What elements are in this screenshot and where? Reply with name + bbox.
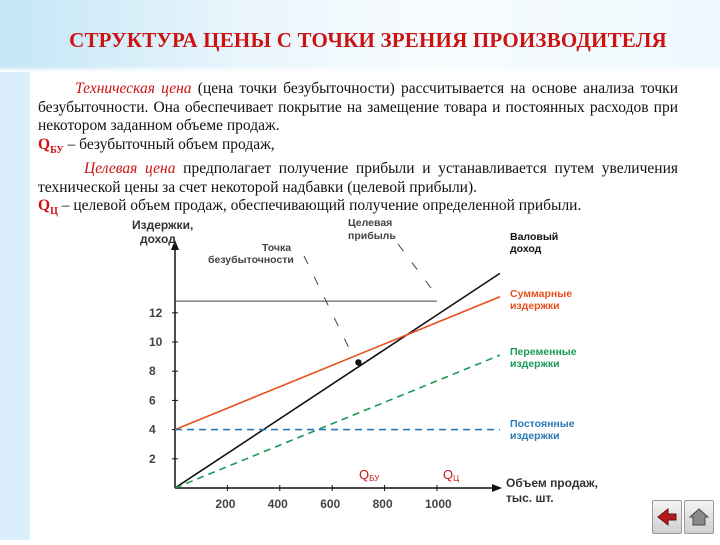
breakeven-label: безубыточности <box>208 254 294 266</box>
x-tick-label: 400 <box>267 497 288 511</box>
series-label: издержки <box>510 300 560 312</box>
series-label: доход <box>510 243 542 255</box>
chart-svg <box>0 212 720 540</box>
paragraph-q-breakeven-text: – безубыточный объем продаж, <box>63 135 275 153</box>
target-profit-label: прибыль <box>348 230 396 242</box>
q-subscript: БУ <box>50 144 64 156</box>
breakeven-label: Точка <box>262 242 292 254</box>
term-target-price: Целевая цена <box>84 160 176 178</box>
series-line <box>175 273 500 488</box>
paragraph-technical-price-text: (цена точки безубыточности) рассчитывается на основе анализа точки безубыточности. Она обеспечивает покрытие на замещение товара и постоянных расходов при некотором заданном объеме продаж. <box>38 80 679 134</box>
series-label: Валовый <box>510 231 559 243</box>
title-bar <box>0 0 720 72</box>
y-axis-label: Издержки, <box>132 218 194 232</box>
arrow-left-icon <box>656 507 678 527</box>
y-tick-label: 12 <box>149 305 163 320</box>
nav-buttons <box>652 500 714 534</box>
y-axis-label: доход <box>140 232 176 246</box>
paragraph-q-breakeven <box>38 136 678 161</box>
y-tick-label: 6 <box>149 393 156 408</box>
y-tick-label: 10 <box>149 335 163 349</box>
series-label: Переменные <box>510 346 577 358</box>
x-axis-label: тыс. шт. <box>506 491 554 505</box>
target-profit-leader-line <box>398 244 434 292</box>
x-tick-label: 600 <box>320 497 341 511</box>
slide-title: СТРУКТУРА ЦЕНЫ С ТОЧКИ ЗРЕНИЯ ПРОИЗВОДИТЕЛЯ <box>69 28 667 52</box>
y-tick-label: 4 <box>149 422 156 437</box>
q-breakeven-label: QБУ <box>359 467 380 483</box>
x-tick-label: 1000 <box>425 497 452 511</box>
series-label: Суммарные <box>510 288 573 300</box>
paragraph-q-target-text: – целевой объем продаж, обеспечивающий получение определенной прибыли. <box>57 197 582 215</box>
q-subscript: Ц <box>50 206 58 218</box>
breakeven-leader-line <box>304 256 349 348</box>
paragraph-target-price-text: предполагает получение прибыли и устанавливается путем увеличения технической цены за счет некоторой надбавки (целевой прибыли). <box>38 160 678 196</box>
home-button[interactable] <box>684 500 714 534</box>
series-label: издержки <box>510 430 560 442</box>
q-target-label: QЦ <box>443 467 460 483</box>
breakeven-point <box>355 359 361 365</box>
prev-slide-button[interactable] <box>652 500 682 534</box>
series-line <box>175 297 500 430</box>
symbol-q-breakeven <box>38 135 64 156</box>
y-tick-label: 2 <box>149 451 156 466</box>
text-block <box>38 80 678 222</box>
home-icon <box>688 507 710 527</box>
x-tick-label: 800 <box>372 497 393 511</box>
breakeven-chart <box>0 212 720 540</box>
term-technical-price: Техническая цена <box>75 80 192 97</box>
x-axis-arrow <box>492 484 502 492</box>
q-letter: Q <box>38 197 51 215</box>
paragraph-target-price <box>38 160 678 197</box>
x-tick-label: 200 <box>215 497 236 511</box>
series-label: издержки <box>510 358 560 370</box>
target-profit-label: Целевая <box>348 217 393 229</box>
x-axis-label: Объем продаж, <box>506 476 598 490</box>
q-letter: Q <box>38 135 51 153</box>
paragraph-technical-price <box>38 80 678 136</box>
y-tick-label: 8 <box>149 364 156 379</box>
series-label: Постоянные <box>510 418 575 430</box>
